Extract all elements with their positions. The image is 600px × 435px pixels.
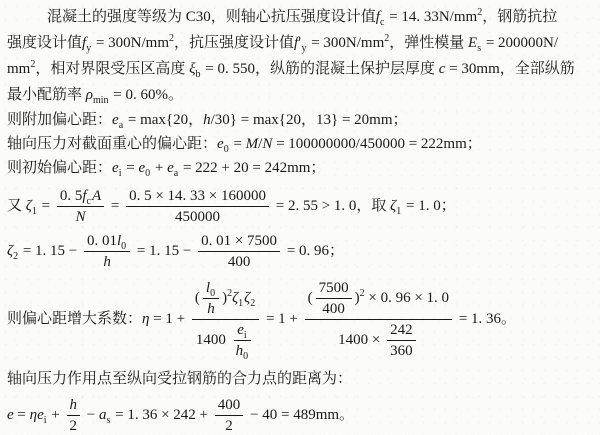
math-i: N (75, 209, 86, 225)
fraction (215, 396, 244, 435)
math-i: ζ (7, 242, 14, 259)
fraction-denominator (225, 252, 254, 271)
math-text: 360 (390, 343, 413, 359)
fraction (67, 396, 81, 435)
math-text: ) (354, 289, 360, 306)
math-text: ) (222, 289, 228, 306)
math-i: e (37, 406, 44, 423)
math-text: ( (307, 289, 313, 306)
additional-eccentricity-line (7, 109, 593, 133)
fraction-denominator (387, 341, 416, 360)
math-sub: c (86, 196, 91, 207)
math-i: h (207, 301, 215, 317)
paragraph1-line4 (7, 83, 593, 109)
math-text: 0. 01 (87, 233, 117, 249)
math-text: + (47, 406, 64, 423)
math-text: = 0. 550，纵筋的混凝土保护层厚度 (201, 61, 439, 77)
math-text: 400 (227, 254, 251, 270)
math-sup: 2 (384, 33, 390, 44)
math-sub: 0 (223, 144, 229, 155)
math-i: e (112, 160, 119, 176)
math-text: 1400 × (338, 331, 385, 348)
math-i: ρ (85, 87, 93, 103)
math-i: l (117, 233, 122, 249)
math-text: = 1 + (149, 310, 189, 327)
math-i: e (138, 160, 146, 176)
math-sub: a (173, 168, 179, 179)
math-text: = 1. 15 − (133, 242, 196, 259)
math-sup: 2 (168, 33, 174, 44)
math-text: = 300N/mm (92, 35, 169, 51)
math-text: 1400 (195, 331, 230, 348)
fraction (233, 321, 253, 360)
fraction-denominator (172, 207, 223, 226)
fraction-denominator (335, 320, 421, 360)
math-sub: 2 (13, 250, 19, 262)
math-sub: 0 (121, 241, 127, 252)
fraction-numerator (215, 396, 244, 416)
math-text: = 300N/mm (307, 35, 385, 51)
math-sub: y (86, 43, 92, 54)
math-text: = 1. 36 × 242 + (111, 406, 212, 423)
math-sub: 1 (31, 205, 37, 217)
zeta1-formula-line (7, 187, 593, 226)
math-sub: s (477, 43, 482, 54)
math-i: a (98, 406, 107, 423)
math-text: 2 (225, 418, 233, 434)
fraction-numerator (84, 232, 130, 252)
math-sup: 2 (30, 59, 36, 70)
math-text: 强度设计值 (7, 35, 83, 51)
fraction-numerator (67, 396, 81, 416)
math-text: 轴向压力对截面重心的偏心距： (7, 136, 218, 152)
math-sub: 1 (396, 205, 402, 217)
math-i: f (82, 188, 87, 204)
fraction (203, 279, 219, 318)
math-text: 450000 (175, 209, 221, 225)
math-sub: i (243, 330, 247, 341)
math-text: ′ (298, 35, 302, 51)
math-text: = 100000000/450000 = 222mm； (272, 136, 482, 152)
fraction-numerator (126, 187, 269, 207)
math-sub: 1 (238, 297, 244, 309)
math-text: 2 (69, 418, 78, 434)
paragraph1-line2 (7, 31, 593, 57)
math-text: = 1 + (262, 310, 302, 327)
math-sub: 0 (243, 351, 249, 362)
math-text: 混凝土的强度等级为 C30，则轴心抗压强度设计值 (47, 9, 376, 25)
math-sub: y (301, 43, 307, 54)
math-text: /30} = max{20，13} = 20mm； (210, 112, 408, 128)
zeta2-formula-line (7, 232, 593, 271)
math-text: mm (7, 61, 31, 77)
math-text: ，钢筋抗拉 (482, 9, 558, 25)
fraction-denominator (193, 320, 258, 360)
math-sub: min (92, 95, 109, 106)
math-text: = 1. 15 − (19, 242, 81, 259)
math-i: ζ (232, 289, 239, 306)
fraction-numerator (234, 321, 250, 341)
math-sub: 0 (145, 168, 151, 179)
math-text: = 0. 96； (283, 242, 345, 259)
math-text: = (229, 136, 246, 152)
math-i: ζ (390, 197, 397, 214)
math-sup: 2 (477, 7, 483, 18)
math-i: c (438, 61, 446, 77)
fraction-numerator (387, 321, 416, 341)
math-i: ζ (244, 289, 251, 306)
math-text: = (107, 197, 124, 214)
math-text: = (37, 197, 54, 214)
fraction (198, 232, 280, 271)
initial-eccentricity-line (7, 157, 593, 181)
math-text: 0. 01 × 7500 (201, 233, 278, 249)
fraction-denominator (100, 252, 114, 271)
fraction-numerator (316, 279, 352, 299)
fraction-numerator (305, 279, 452, 320)
math-text: / (258, 136, 263, 152)
math-text: = 30mm，全部纵筋 (445, 61, 575, 77)
math-text: = 1. 0； (402, 197, 456, 214)
distance-description-line: 轴向压力作用点至纵向受拉钢筋的合力点的距离为： (7, 371, 353, 387)
math-i: e (112, 112, 119, 128)
math-text: = max{20， (124, 112, 204, 128)
fraction-numerator (192, 279, 259, 320)
fraction (84, 232, 130, 271)
math-text: ( (194, 289, 200, 306)
fraction (305, 279, 452, 360)
math-text: 7500 (318, 280, 349, 296)
math-i: η (142, 310, 150, 327)
math-text: = (13, 406, 30, 423)
math-text: 400 (217, 397, 241, 413)
fraction-denominator (222, 416, 236, 435)
math-sup: 2 (227, 287, 233, 299)
math-sub: b (195, 69, 201, 80)
fraction-numerator (198, 232, 280, 252)
math-text: 又 (7, 197, 26, 214)
math-i: l (205, 280, 211, 296)
fraction-numerator (203, 279, 219, 299)
fraction-denominator (233, 341, 253, 360)
math-sub: i (118, 168, 122, 179)
math-text: 则附加偏心距： (7, 112, 113, 128)
math-i: e (167, 160, 174, 176)
math-i: h (203, 112, 211, 128)
math-text: 最小配筋率 (7, 87, 86, 103)
math-text: + (151, 160, 168, 176)
fraction-denominator (67, 416, 81, 435)
math-i: A (91, 188, 102, 204)
math-sub: 2 (250, 297, 256, 309)
math-i: ζ (25, 197, 32, 214)
paragraph1-line3 (7, 57, 593, 83)
fraction-denominator (319, 299, 348, 318)
math-text: × 0. 96 × 1. 0 (364, 289, 450, 306)
math-i: η (29, 406, 38, 423)
math-text: = 1. 36。 (455, 310, 517, 327)
fraction (126, 187, 269, 226)
math-text: ，相对界限受压区高度 (35, 61, 190, 77)
eta-amplification-formula-line (7, 279, 593, 360)
math-i: E (468, 35, 478, 51)
math-sub: s (106, 414, 111, 426)
math-sub: c (379, 17, 385, 28)
math-i: ξ (189, 61, 196, 77)
math-i: e (217, 136, 224, 152)
math-i: e (237, 322, 244, 338)
paragraph1-line1 (7, 5, 593, 31)
fraction-denominator (204, 299, 218, 318)
math-text: ，弹性模量 (389, 35, 469, 51)
math-text: 242 (390, 322, 413, 338)
math-text: = (122, 160, 139, 176)
math-i: M (245, 136, 259, 152)
math-text: = 200000N/ (482, 35, 559, 51)
fraction (387, 321, 416, 360)
math-sub: 0 (210, 288, 216, 299)
math-text: − (83, 406, 99, 423)
math-text: 400 (322, 301, 345, 317)
math-text: = 222 + 20 = 242mm； (179, 160, 326, 176)
math-text: ，抗压强度设计值 (173, 35, 294, 51)
math-i: e (7, 406, 14, 423)
math-sub: i (43, 414, 47, 426)
fraction (57, 187, 104, 226)
math-i: f (82, 35, 87, 51)
math-text: 0. 5 (59, 188, 83, 204)
fraction-numerator (57, 187, 104, 207)
math-sup: 2 (359, 287, 365, 299)
fraction (192, 279, 259, 360)
math-i: h (235, 343, 244, 359)
math-i: f (375, 9, 380, 25)
math-i: h (103, 254, 111, 270)
math-i: h (69, 397, 78, 413)
math-text: = 14. 33N/mm (385, 9, 478, 25)
math-text: = 0. 60%。 (109, 87, 183, 103)
math-text: 0. 5 × 14. 33 × 160000 (129, 188, 266, 204)
math-text: − 40 = 489mm。 (246, 406, 355, 423)
math-sub: a (118, 120, 124, 131)
math-i: f (294, 35, 299, 51)
distance-e-formula-line (7, 396, 593, 435)
math-text: 则初始偏心距： (7, 160, 113, 176)
math-i: N (262, 136, 273, 152)
fraction (316, 279, 352, 318)
math-text: = 2. 55 > 1. 0，取 (272, 197, 391, 214)
fraction-denominator (72, 207, 88, 226)
axial-eccentricity-line (7, 133, 593, 157)
math-text: 则偏心距增大系数： (7, 310, 143, 327)
